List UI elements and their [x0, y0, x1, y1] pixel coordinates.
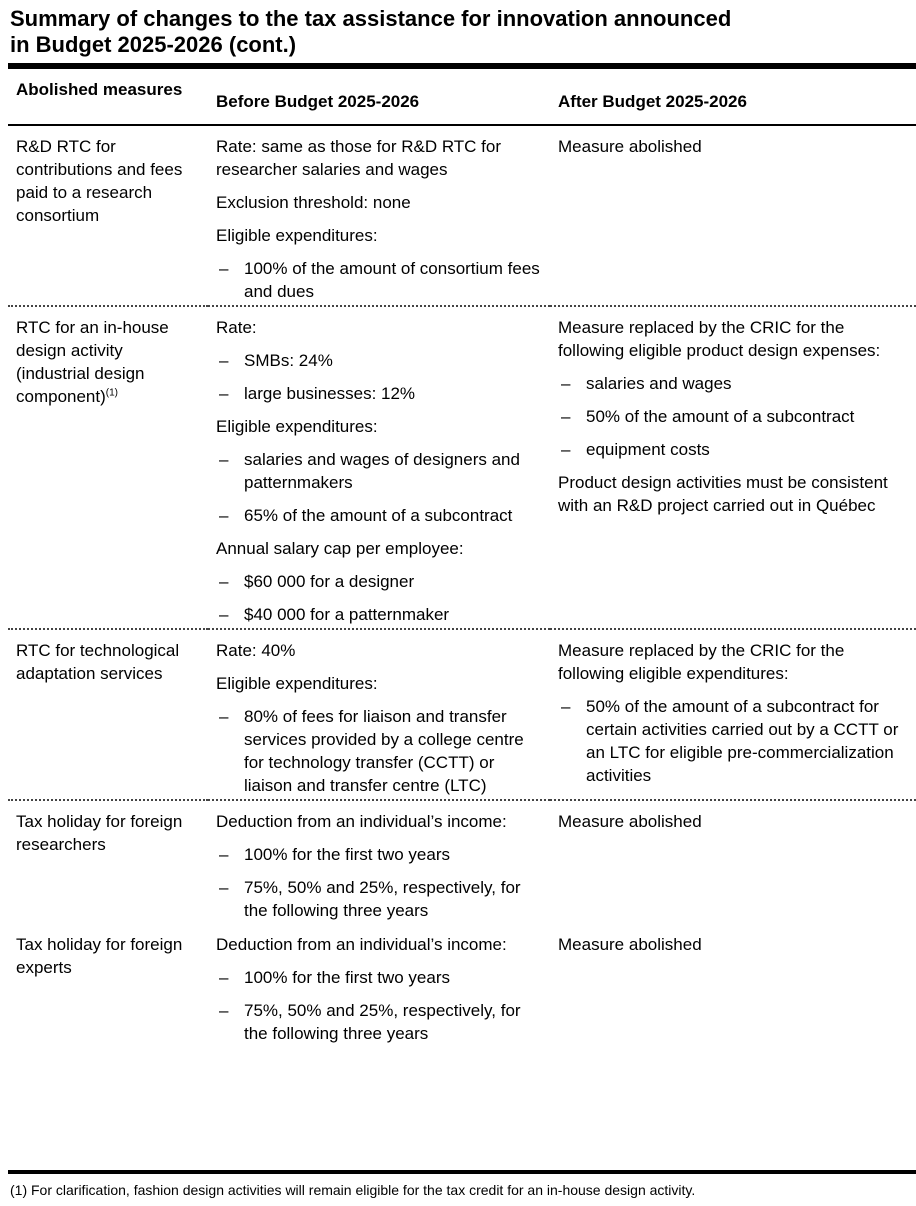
title-line-1: Summary of changes to the tax assistance for innovation announced [10, 6, 732, 31]
measure-name: Tax holiday for foreign experts [16, 935, 183, 977]
dash-list [216, 570, 542, 626]
cell-text: Measure abolished [558, 137, 702, 156]
measure-name: RTC for an in-house design activity (industrial design component) [16, 318, 169, 406]
cell-text: Rate: 40% [216, 641, 296, 660]
after-cell [550, 800, 916, 924]
cell-text: Deduction from an individual’s income: [216, 812, 507, 831]
header-abolished-measures: Abolished measures [8, 72, 208, 125]
list-item: – large businesses: 12% [216, 382, 542, 405]
page-title [10, 6, 910, 58]
table-row [8, 125, 916, 306]
cell-text: Rate: same as those for R&D RTC for researcher salaries and wages [216, 137, 502, 179]
measure-cell [8, 629, 208, 800]
table-header-row [8, 72, 916, 125]
cell-text: Rate: [216, 318, 257, 337]
footnote-ref: (1) [105, 387, 119, 399]
dash-list [216, 966, 542, 1045]
cell-text: Product design activities must be consistent with an R&D project carried out in Québec [558, 473, 888, 515]
list-item: – 100% for the first two years [216, 966, 542, 989]
measure-name: RTC for technological adaptation services [16, 641, 180, 683]
cell-text: Eligible expenditures: [216, 674, 378, 693]
list-item: – 75%, 50% and 25%, respectively, for the following three years [216, 876, 542, 922]
cell-text: Measure abolished [558, 812, 702, 831]
dash-list [216, 448, 542, 527]
table-row [8, 629, 916, 800]
cell-text: Deduction from an individual’s income: [216, 935, 507, 954]
dash-list [558, 695, 908, 787]
after-cell [550, 125, 916, 306]
dash-list [216, 257, 542, 303]
list-item: – equipment costs [558, 438, 908, 461]
table-row [8, 306, 916, 629]
cell-text: Eligible expenditures: [216, 417, 378, 436]
before-cell [208, 800, 550, 924]
cell-text: Measure abolished [558, 935, 702, 954]
dash-list [216, 705, 542, 797]
before-cell [208, 125, 550, 306]
cell-text: Annual salary cap per employee: [216, 539, 464, 558]
list-item: – SMBs: 24% [216, 349, 542, 372]
list-item: – 75%, 50% and 25%, respectively, for the following three years [216, 999, 542, 1045]
measure-cell [8, 306, 208, 629]
header-after-budget: After Budget 2025-2026 [550, 72, 916, 125]
table-row [8, 800, 916, 924]
before-cell [208, 306, 550, 629]
cell-text: Exclusion threshold: none [216, 193, 411, 212]
dash-list [216, 349, 542, 405]
measure-name: Tax holiday for foreign researchers [16, 812, 183, 854]
title-rule [8, 63, 916, 69]
list-item: – 80% of fees for liaison and transfer services provided by a college centre for technology transfer (CCTT) or liaison and transfer centre (LTC) [216, 705, 542, 797]
after-cell [550, 924, 916, 1057]
header-before-budget: Before Budget 2025-2026 [208, 72, 550, 125]
before-cell [208, 629, 550, 800]
table-row [8, 924, 916, 1057]
dash-list [216, 843, 542, 922]
before-cell [208, 924, 550, 1057]
after-cell [550, 306, 916, 629]
list-item: – salaries and wages [558, 372, 908, 395]
list-item: – $40 000 for a patternmaker [216, 603, 542, 626]
list-item: – $60 000 for a designer [216, 570, 542, 593]
dash-list [558, 372, 908, 461]
after-cell [550, 629, 916, 800]
title-line-2: in Budget 2025-2026 (cont.) [10, 32, 297, 57]
footnote: (1) For clarification, fashion design activities will remain eligible for the tax credit for an in-house design activity. [10, 1182, 696, 1198]
measure-name: R&D RTC for contributions and fees paid to a research consortium [16, 137, 183, 225]
measure-cell [8, 125, 208, 306]
cell-text: Measure replaced by the CRIC for the following eligible expenditures: [558, 641, 845, 683]
measure-cell [8, 924, 208, 1057]
measures-table [8, 72, 916, 1057]
list-item: – 50% of the amount of a subcontract for certain activities carried out by a CCTT or an LTC for eligible pre-commercialization activities [558, 695, 908, 787]
list-item: – 100% of the amount of consortium fees and dues [216, 257, 542, 303]
list-item: – 100% for the first two years [216, 843, 542, 866]
list-item: – salaries and wages of designers and patternmakers [216, 448, 542, 494]
cell-text: Eligible expenditures: [216, 226, 378, 245]
cell-text: Measure replaced by the CRIC for the following eligible product design expenses: [558, 318, 881, 360]
table-bottom-rule [8, 1170, 916, 1174]
list-item: – 65% of the amount of a subcontract [216, 504, 542, 527]
list-item: – 50% of the amount of a subcontract [558, 405, 908, 428]
measure-cell [8, 800, 208, 924]
